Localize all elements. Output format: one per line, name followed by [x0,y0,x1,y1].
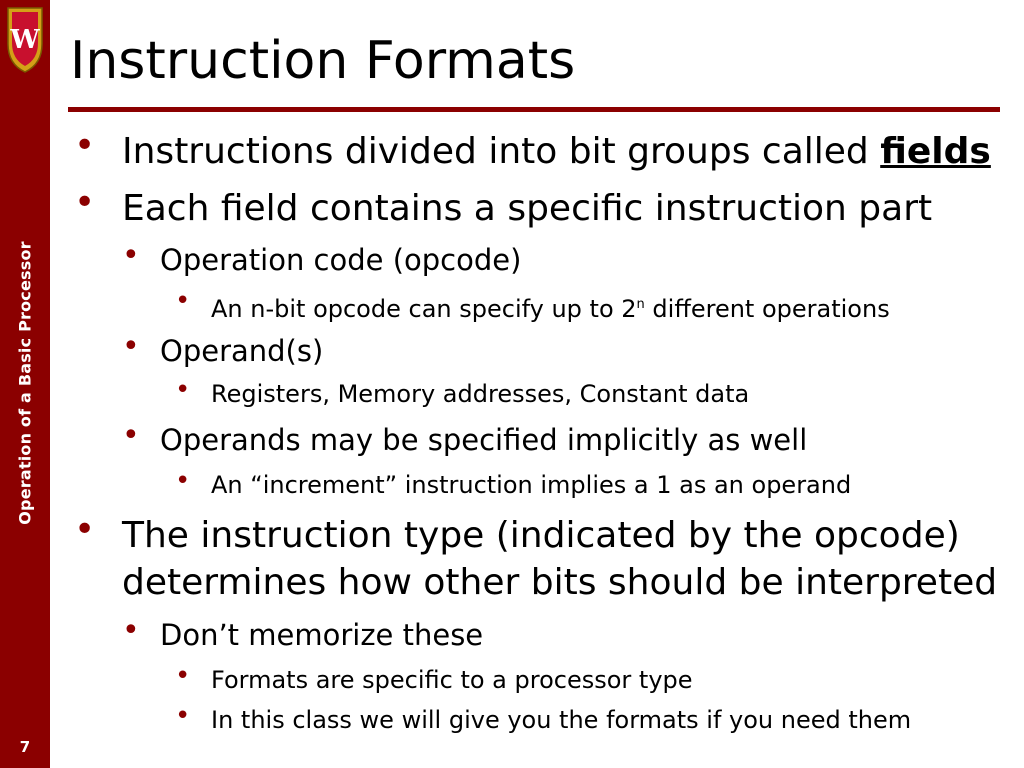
bullet-text: Each field contains a specific instruction part [122,188,933,229]
sub-bullet-item [122,329,324,368]
bullet-marker: • [122,329,140,364]
bullet-item [74,125,991,172]
bullet-text: determines how other bits should be interpreted [122,562,998,603]
bullet-marker: • [122,418,140,453]
sub-bullet-item [122,418,808,457]
bullet-item [74,509,960,556]
bullet-text: Instructions divided into bit groups called [122,131,881,172]
sub-sub-bullet-item [175,701,912,734]
bullet-emphasis-word: fields [880,131,991,172]
bullet-marker: • [74,509,96,550]
bullet-marker: • [175,286,191,316]
bullet-marker: • [175,701,191,731]
sub-sub-bullet-text: Formats are specific to a processor type [211,666,693,694]
sub-bullet-item [122,613,484,652]
sub-bullet-text: Operand(s) [160,334,324,368]
bullet-marker: • [74,125,96,166]
sub-sub-bullet-text-end: different operations [644,295,890,323]
superscript-n: n [636,297,645,312]
sub-sub-bullet-text: Registers, Memory addresses, Constant data [211,380,750,408]
bullet-marker: • [122,613,140,648]
bullet-text: The instruction type (indicated by the opcode) [122,515,960,556]
bullet-item [74,182,933,229]
sub-sub-bullet-item [175,375,750,408]
crest-letter: W [10,25,40,55]
bullet-marker: • [175,375,191,405]
sub-sub-bullet-item [175,286,890,323]
sidebar-section-title: Operation of a Basic Processor [15,241,35,525]
sub-bullet-text: Operation code (opcode) [160,243,522,277]
sub-sub-bullet-text: An “increment” instruction implies a 1 as an operand [211,471,852,499]
slide-title: Instruction Formats [70,31,576,91]
sub-bullet-text: Operands may be specified implicitly as well [160,423,808,457]
sub-bullet-text: Don’t memorize these [160,618,484,652]
sub-sub-bullet-item [175,661,693,694]
bullet-item-continuation [122,563,997,603]
bullet-marker: • [175,466,191,496]
sub-sub-bullet-item [175,466,852,499]
bullet-marker: • [122,238,140,273]
sub-sub-bullet-text: In this class we will give you the formats if you need them [211,706,912,734]
bullet-marker: • [74,182,96,223]
sub-bullet-item [122,238,522,277]
sub-sub-bullet-text: An n-bit opcode can specify up to 2 [211,295,637,323]
page-number: 7 [19,738,31,756]
bullet-marker: • [175,661,191,691]
